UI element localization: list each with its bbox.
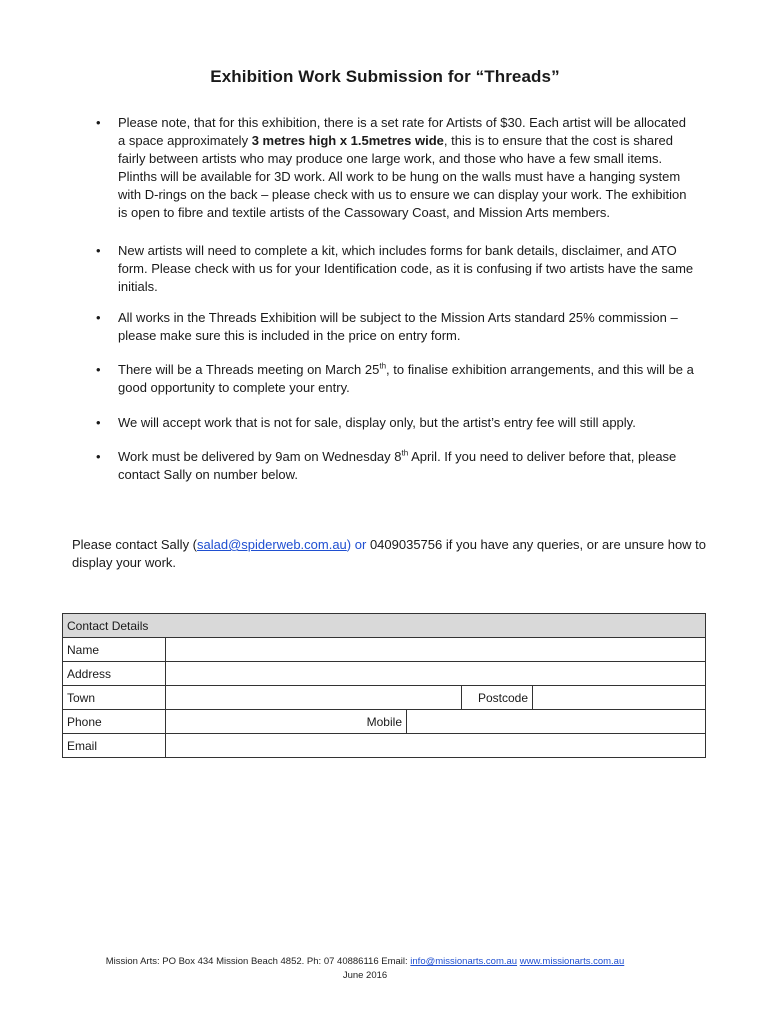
contact-suffix: if you have any queries, or are unsure how to display your work. (72, 537, 707, 570)
mobile-label: Mobile (366, 714, 402, 729)
page-title: Exhibition Work Submission for “Threads” (210, 67, 560, 86)
form-row-name (63, 638, 706, 662)
footer-date: June 2016 (342, 970, 388, 981)
bullet-text: , this is to ensure that the cost is shared fairly between artists who may produce one large work, and those who have a few small items. Plinths will be available for 3D work. All work to be hung on the walls must have a hanging system with D-rings on the back – please check with us to ensure we can display your work. The exhibition is open to fibre and textile artists of the Cassowary Coast, and Mission Arts members. (118, 133, 687, 220)
footer-line (0, 955, 730, 969)
contact-paragraph (72, 536, 712, 572)
page-footer (0, 955, 730, 983)
form-row-email (63, 734, 706, 758)
contact-phone: 0409035756 (369, 537, 443, 552)
bullet-text: We will accept work that is not for sale, display only, but the artist’s entry fee will still apply. (118, 415, 636, 430)
bullet-text: April. If you need to deliver before that, please contact Sally on number below. (118, 449, 677, 482)
footer-website-link[interactable]: www.missionarts.com.au (519, 956, 625, 967)
bullet-text: Work must be delivered by 9am on Wednesday 8 (118, 449, 402, 464)
town-field[interactable] (166, 686, 462, 710)
email-label: Email (63, 734, 166, 758)
bullet-superscript: th (401, 448, 409, 458)
address-field[interactable] (166, 662, 706, 686)
bullet-text: All works in the Threads Exhibition will be subject to the Mission Arts standard 25% commission – please make sure this is included in the price on entry form. (118, 310, 678, 343)
form-row-address (63, 662, 706, 686)
bullet-text: , to finalise exhibition arrangements, and this will be a good opportunity to complete your entry. (118, 362, 694, 395)
bullet-meeting (96, 361, 696, 397)
name-field[interactable] (166, 638, 706, 662)
bullet-not-for-sale (96, 414, 696, 432)
contact-or: or (351, 537, 370, 552)
form-header: Contact Details (63, 614, 706, 638)
email-field[interactable] (166, 734, 706, 758)
footer-email-link[interactable]: info@missionarts.com.au (410, 956, 518, 967)
town-label: Town (63, 686, 166, 710)
form-header-row (63, 614, 706, 638)
contact-paren-close: ) (346, 537, 352, 552)
form-row-town (63, 686, 706, 710)
bullet-rate-info (96, 114, 696, 222)
footer-address: Mission Arts: PO Box 434 Mission Beach 4852. Ph: 07 40886116 Email: (105, 956, 411, 967)
postcode-label: Postcode (462, 686, 533, 710)
contact-details-form (62, 613, 706, 758)
form-row-phone (63, 710, 706, 734)
bullet-superscript: th (379, 361, 387, 371)
bullet-text: New artists will need to complete a kit, which includes forms for bank details, disclaimer, and ATO form. Please check with us for your Identification code, as it is confusing if two artists have the same initials. (118, 243, 694, 294)
address-label: Address (63, 662, 166, 686)
contact-email-link[interactable]: salad@spiderweb.com.au (197, 537, 347, 552)
phone-label: Phone (63, 710, 166, 734)
bullet-new-artists (96, 242, 696, 296)
bullet-text: Please note, that for this exhibition, there is a set rate for Artists of $30. Each artist will be allocated a space approximately (118, 115, 686, 148)
name-label: Name (63, 638, 166, 662)
postcode-field[interactable] (533, 686, 706, 710)
bullet-bold-text: 3 metres high x 1.5metres wide (251, 133, 444, 148)
bullet-commission (96, 309, 696, 345)
info-bullet-list (96, 114, 696, 500)
phone-field-with-mobile-label[interactable] (166, 710, 407, 734)
mobile-field[interactable] (407, 710, 706, 734)
bullet-delivery (96, 448, 696, 484)
bullet-text: There will be a Threads meeting on March 25 (118, 362, 380, 377)
contact-prefix: Please contact Sally ( (72, 537, 198, 552)
